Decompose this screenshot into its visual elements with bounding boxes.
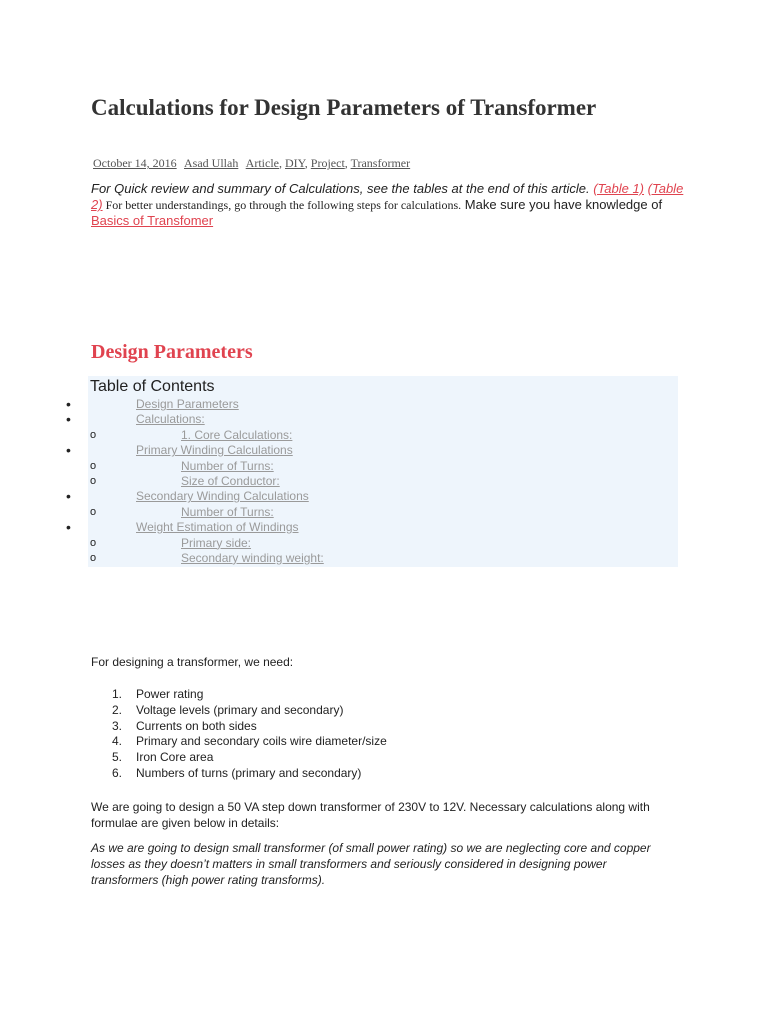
list-number: 1. <box>112 687 123 701</box>
post-date-link[interactable]: October 14, 2016 <box>93 156 177 170</box>
toc-link[interactable]: Calculations: <box>136 412 205 427</box>
toc-item <box>88 428 678 443</box>
toc-item <box>66 519 678 536</box>
bullet-circle: o <box>90 551 97 564</box>
intro-tail-text: Make sure you have knowledge of <box>461 197 663 212</box>
toc-link[interactable]: 1. Core Calculations: <box>181 427 293 442</box>
toc-link[interactable]: Number of Turns: <box>181 458 274 473</box>
list-text: Voltage levels (primary and secondary) <box>136 702 344 717</box>
toc-item <box>88 459 678 474</box>
toc-item <box>88 474 678 489</box>
list-text: Currents on both sides <box>136 718 257 733</box>
bullet-circle: o <box>90 536 97 549</box>
list-text: Numbers of turns (primary and secondary) <box>136 765 362 780</box>
list-item <box>112 750 387 766</box>
toc-link[interactable]: Weight Estimation of Windings <box>136 520 299 535</box>
toc-list <box>66 396 678 566</box>
category-link-article[interactable]: Article <box>245 156 279 170</box>
intro-paragraph <box>91 181 691 229</box>
basics-link[interactable]: Basics of Transfomer <box>91 213 214 228</box>
list-text: Primary and secondary coils wire diameter/size <box>136 734 387 749</box>
list-number: 6. <box>112 765 123 780</box>
toc-link[interactable]: Size of Conductor: <box>181 473 280 488</box>
table2-link[interactable]: (Table 2) <box>91 181 684 212</box>
category-separator: , <box>279 156 285 170</box>
intro-lead-text: For Quick review and summary of Calculations, see the tables at the end of this article. <box>91 181 594 196</box>
toc-item <box>66 411 678 428</box>
toc-link[interactable]: Primary Winding Calculations <box>136 443 293 458</box>
toc-title: Table of Contents <box>90 378 215 395</box>
category-link-project[interactable]: Project <box>310 156 345 170</box>
bullet-circle: o <box>90 428 97 441</box>
toc-item <box>88 551 678 566</box>
article-title: Calculations for Design Parameters of Transformer <box>91 95 597 120</box>
toc-item <box>88 536 678 551</box>
bullet-disc: • <box>66 519 71 536</box>
category-link-transformer[interactable]: Transformer <box>350 156 411 170</box>
category-link-diy[interactable]: DIY <box>285 156 305 170</box>
list-item <box>112 766 387 782</box>
list-text: Power rating <box>136 687 204 701</box>
bullet-circle: o <box>90 474 97 487</box>
needs-intro: For designing a transformer, we need: <box>91 655 294 669</box>
toc-link[interactable]: Design Parameters <box>136 397 239 411</box>
list-number: 2. <box>112 702 123 717</box>
toc-link[interactable]: Number of Turns: <box>181 504 274 519</box>
toc-item <box>66 488 678 505</box>
toc-link[interactable]: Primary side: <box>181 535 252 550</box>
note-paragraph: As we are going to design small transformer (of small power rating) so we are neglecting core and copper losses as they doesn’t matters in small transformers and seriously considered in designing power transformers (high power rating transforms). <box>91 841 651 887</box>
toc-item <box>66 396 678 412</box>
list-item <box>112 703 387 719</box>
bullet-disc: • <box>66 488 71 505</box>
design-paragraph: We are going to design a 50 VA step down transformer of 230V to 12V. Necessary calculations along with formulae are given below in details: <box>91 800 650 830</box>
bullet-circle: o <box>90 505 97 518</box>
list-item <box>112 687 387 703</box>
toc-item <box>66 442 678 459</box>
requirements-list <box>112 687 387 782</box>
list-text: Iron Core area <box>136 750 214 765</box>
table1-link[interactable]: (Table 1) <box>593 181 645 196</box>
toc-item <box>88 505 678 520</box>
toc-link[interactable]: Secondary Winding Calculations <box>136 489 309 504</box>
bullet-disc: • <box>66 442 71 459</box>
list-number: 5. <box>112 750 123 765</box>
bullet-disc: • <box>66 411 71 428</box>
table-of-contents <box>66 376 678 567</box>
author-link[interactable]: Asad Ullah <box>184 156 239 170</box>
bullet-circle: o <box>90 459 97 472</box>
list-item <box>112 734 387 750</box>
category-separator: , <box>304 156 311 170</box>
list-item <box>112 719 387 735</box>
intro-middle-text: For better understandings, go through the following steps for calculations. <box>102 198 462 212</box>
list-number: 3. <box>112 718 123 733</box>
section-title: Design Parameters <box>91 341 253 363</box>
list-number: 4. <box>112 734 123 749</box>
category-separator: , <box>344 156 351 170</box>
toc-link[interactable]: Secondary winding weight: <box>181 550 324 565</box>
bullet-disc: • <box>66 396 71 412</box>
article-meta <box>93 156 410 171</box>
